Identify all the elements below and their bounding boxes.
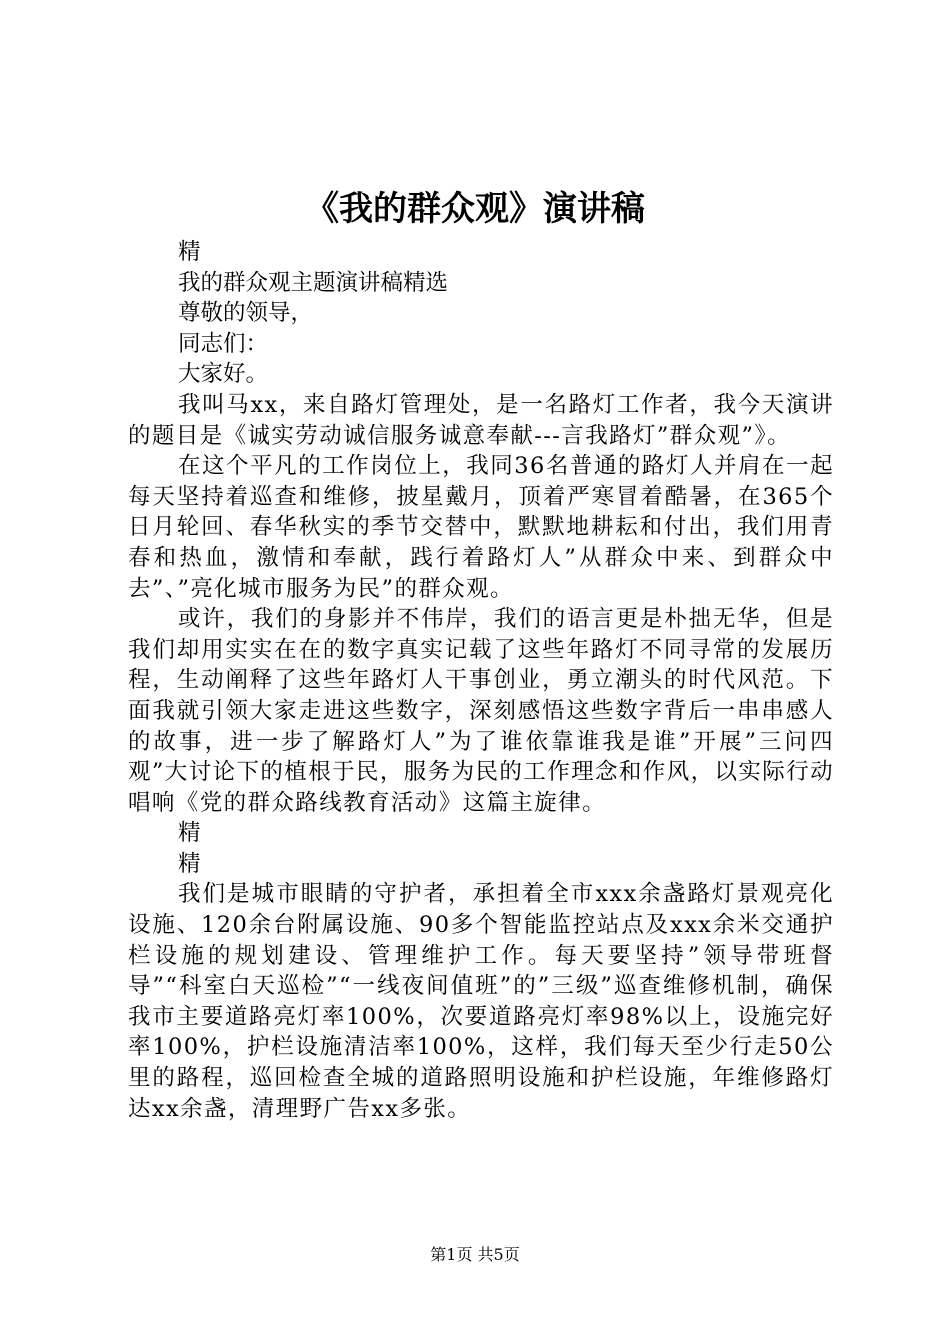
text-line: 精 [178, 850, 201, 877]
salutation-line: 尊敬的领导， [178, 300, 314, 327]
page-footer: 第1页 共5页 [430, 1245, 520, 1264]
document-body [128, 237, 834, 1124]
text-line: 我的群众观主题演讲稿精选 [178, 269, 449, 296]
text-line: 精 [178, 820, 201, 847]
greeting-line: 大家好。 [178, 361, 269, 388]
paragraph: 在这个平凡的工作岗位上，我同36名普通的路灯人并肩在一起每天坚持着巡查和维修，披星戴月，顶着严寒冒着酷暑，在365个日月轮回、春华秋实的季节交替中，默默地耕耘和付出，我们用青春和热血，激情和奉献，践行着路灯人”从群众中来、到群众中去”、”亮化城市服务为民”的群众观。 [128, 453, 834, 602]
paragraph: 我们是城市眼睛的守护者，承担着全市xxx余盏路灯景观亮化设施、120余台附属设施、90多个智能监控站点及xxx余米交通护栏设施的规划建设、管理维护工作。每天要坚持”领导带班督导”“科室白天巡检”“一线夜间值班”的”三级”巡查维修机制，确保我市主要道路亮灯率100%，次要道路亮灯率98%以上，设施完好率100%，护栏设施清洁率100%，这样，我们每天至少行走50公里的路程，巡回检查全城的道路照明设施和护栏设施，年维修路灯达xx余盏，清理野广告xx多张。 [128, 881, 834, 1122]
paragraph: 我叫马xx，来自路灯管理处，是一名路灯工作者，我今天演讲的题目是《诚实劳动诚信服务诚意奉献---言我路灯”群众观”》。 [128, 391, 834, 449]
salutation-line: 同志们： [178, 330, 269, 357]
text-line: 精 [178, 239, 201, 265]
paragraph: 或许，我们的身影并不伟岸，我们的语言更是朴拙无华，但是我们却用实实在在的数字真实记载了这些年路灯不同寻常的发展历程，生动阐释了这些年路灯人干事创业，勇立潮头的时代风范。下面我就引领大家走进这些数字，深刻感悟这些数字背后一串串感人的故事，进一步了解路灯人”为了谁依靠谁我是谁”开展”三问四观”大讨论下的植根于民，服务为民的工作理念和作风，以实际行动唱响《党的群众路线教育活动》这篇主旋律。 [128, 606, 835, 816]
document-title: 《我的群众观》演讲稿 [305, 189, 645, 229]
